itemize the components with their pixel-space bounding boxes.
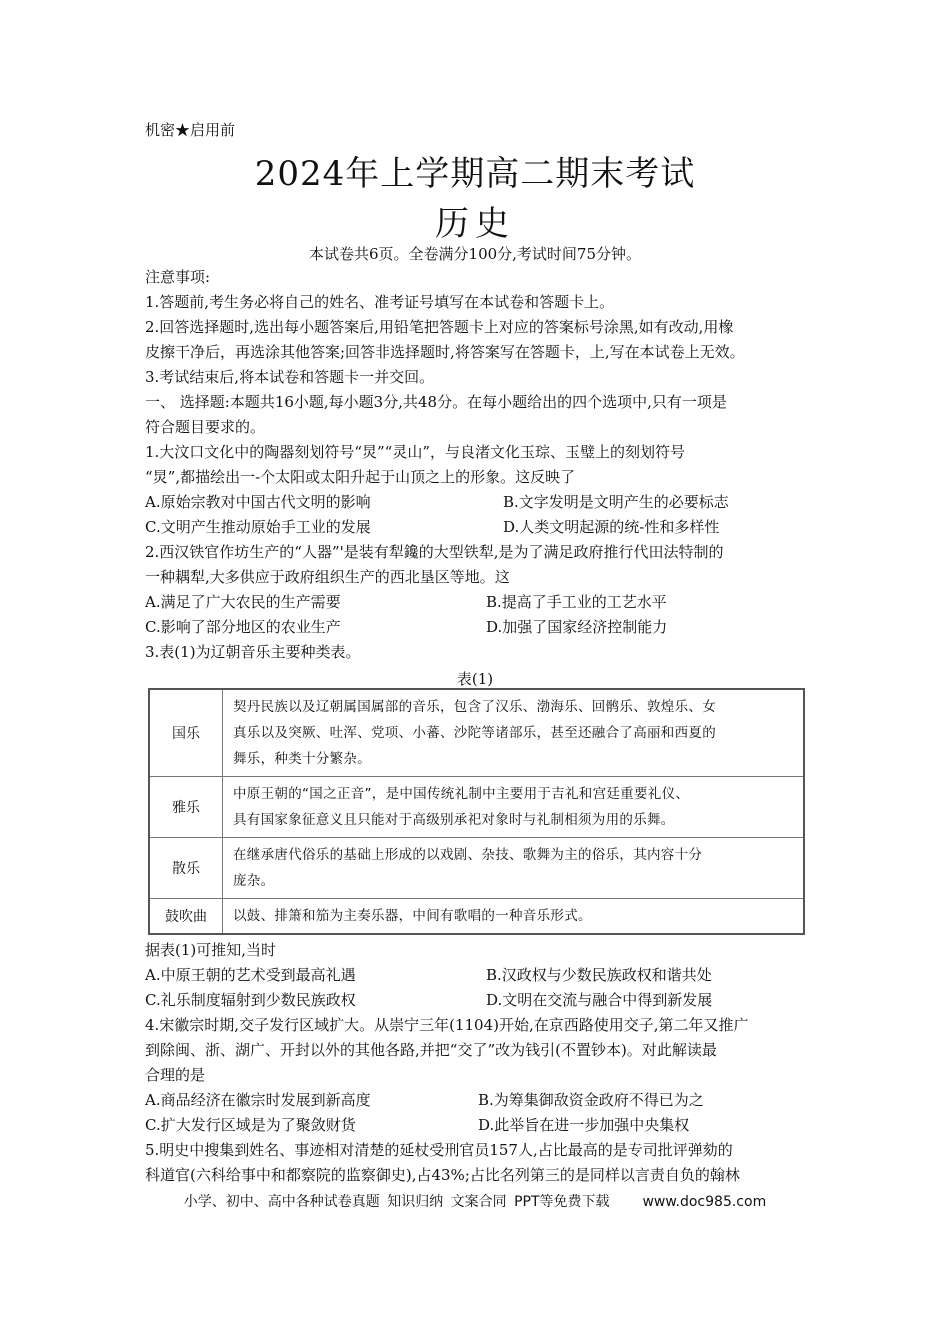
row-line: 真乐以及突厥、吐浑、党项、小蕃、沙陀等诸部乐，甚至还融合了高丽和西夏的 bbox=[233, 725, 716, 741]
question-1-text: 1.大汶口文化中的陶器刻划符号“炅”“灵山”，与良渚文化玉琮、玉璧上的刻划符号 bbox=[145, 443, 685, 461]
row-value bbox=[223, 777, 805, 838]
q2-option-d: D.加强了国家经济控制能力 bbox=[486, 618, 668, 636]
row-value bbox=[223, 899, 805, 935]
q3-option-c: C.礼乐制度辐射到少数民族政权 bbox=[145, 991, 356, 1009]
question-2-text: 一种耦犁,大多供应于政府组织生产的西北垦区等地。这 bbox=[145, 568, 510, 586]
question-4-text: 合理的是 bbox=[145, 1066, 206, 1084]
subject-title: 历史 bbox=[435, 204, 515, 244]
row-line: 契丹民族以及辽朝属国属部的音乐，包含了汉乐、渤海乐、回鹘乐、敦煌乐、女 bbox=[233, 699, 716, 715]
row-line: 庞杂。 bbox=[233, 873, 275, 889]
question-4-text: 4.宋徽宗时期,交子发行区域扩大。从崇宁三年(1104)开始,在京西路使用交子,第二年又推广 bbox=[145, 1016, 749, 1034]
question-2-text: 2.西汉铁官作坊生产的“人器”'是装有犁鑱的大型铁犁,是为了满足政府推行代田法特制的 bbox=[145, 543, 724, 561]
note-item: 2.回答选择题时,选出每小题答案后,用铅笔把答题卡上对应的答案标号涂黑,如有改动,用橡 bbox=[145, 318, 734, 336]
q1-option-c: C.文明产生推动原始手工业的发展 bbox=[145, 518, 371, 536]
q1-option-d: D.人类文明起源的统-性和多样性 bbox=[503, 518, 720, 536]
exam-info: 本试卷共6页。全卷满分100分,考试时间75分钟。 bbox=[308, 245, 642, 263]
q2-option-b: B.提高了手工业的工艺水平 bbox=[486, 593, 667, 611]
q1-option-b: B.文字发明是文明产生的必要标志 bbox=[503, 493, 729, 511]
table-row bbox=[149, 899, 804, 935]
question-1-text: “炅”,都描绘出一-个太阳或太阳升起于山顶之上的形象。这反映了 bbox=[145, 468, 576, 486]
table-row bbox=[149, 689, 804, 777]
exam-title: 2024年上学期高二期末考试 bbox=[254, 154, 696, 194]
section-heading: 一、 选择题:本题共16小题,每小题3分,共48分。在每小题给出的四个选项中,只有一项是 bbox=[145, 393, 727, 411]
row-key: 鼓吹曲 bbox=[149, 899, 223, 935]
q4-option-d: D.此举旨在进一步加强中央集权 bbox=[478, 1116, 690, 1134]
q4-option-a: A.商品经济在徽宗时发展到新高度 bbox=[145, 1091, 371, 1109]
row-line: 具有国家象征意义且只能对于高级别承祀对象时与礼制相须为用的乐舞。 bbox=[233, 812, 675, 828]
row-value bbox=[223, 689, 805, 777]
notes-heading: 注意事项: bbox=[145, 268, 211, 286]
q3-option-d: D.文明在交流与融合中得到新发展 bbox=[486, 991, 713, 1009]
row-value bbox=[223, 838, 805, 899]
footer-url[interactable]: www.doc985.com bbox=[642, 1194, 767, 1210]
question-5-text: 科道官(六科给事中和都察院的监察御史),占43%;占比名列第三的是同样以言责自负的翰林 bbox=[145, 1166, 740, 1184]
table-row bbox=[149, 777, 804, 838]
q3-option-a: A.中原王朝的艺术受到最高礼遇 bbox=[145, 966, 356, 984]
table-row bbox=[149, 838, 804, 899]
note-item: 皮擦干净后，再选涂其他答案;回答非选择题时,将答案写在答题卡，上,写在本试卷上无效。 bbox=[145, 343, 745, 361]
row-key: 国乐 bbox=[149, 689, 223, 777]
q4-option-b: B.为筹集御敌资金政府不得已为之 bbox=[478, 1091, 704, 1109]
confidential-mark: 机密★启用前 bbox=[145, 121, 236, 139]
q2-option-c: C.影响了部分地区的农业生产 bbox=[145, 618, 341, 636]
row-key: 雅乐 bbox=[149, 777, 223, 838]
q1-option-a: A.原始宗教对中国古代文明的影响 bbox=[145, 493, 371, 511]
note-item: 1.答题前,考生务必将自己的姓名、准考证号填写在本试卷和答题卡上。 bbox=[145, 293, 615, 311]
table-caption: 表(1) bbox=[456, 670, 494, 688]
row-line: 以鼓、排箫和笳为主奏乐器，中间有歌唱的一种音乐形式。 bbox=[233, 908, 592, 924]
q3-option-b: B.汉政权与少数民族政权和谐共处 bbox=[486, 966, 712, 984]
row-line: 中原王朝的“国之正音”，是中国传统礼制中主要用于吉礼和宫廷重要礼仪、 bbox=[233, 786, 690, 802]
row-key: 散乐 bbox=[149, 838, 223, 899]
q4-option-c: C.扩大发行区域是为了聚敛财货 bbox=[145, 1116, 356, 1134]
footer-banner bbox=[0, 1191, 950, 1211]
section-heading: 符合题目要求的。 bbox=[145, 418, 266, 436]
row-line: 舞乐，种类十分繁杂。 bbox=[233, 751, 371, 767]
liao-music-table bbox=[148, 688, 805, 935]
note-item: 3.考试结束后,将本试卷和答题卡一并交回。 bbox=[145, 368, 435, 386]
footer-text: 小学、初中、高中各种试卷真题 知识归纳 文案合同 PPT等免费下载 bbox=[183, 1194, 610, 1210]
question-3-text: 3.表(1)为辽朝音乐主要种类表。 bbox=[145, 643, 361, 661]
question-5-text: 5.明史中搜集到姓名、事迹相对清楚的延杖受刑官员157人,占比最高的是专司批评弹劾的 bbox=[145, 1141, 733, 1159]
q2-option-a: A.满足了广大农民的生产需要 bbox=[145, 593, 341, 611]
row-line: 在继承唐代俗乐的基础上形成的以戏剧、杂技、歌舞为主的俗乐，其内容十分 bbox=[233, 847, 703, 863]
question-4-text: 到除闽、浙、湖广、开封以外的其他各路,并把“交了”改为钱引(不置钞本)。对此解读最 bbox=[145, 1041, 717, 1059]
question-3-prompt: 据表(1)可推知,当时 bbox=[145, 941, 277, 959]
